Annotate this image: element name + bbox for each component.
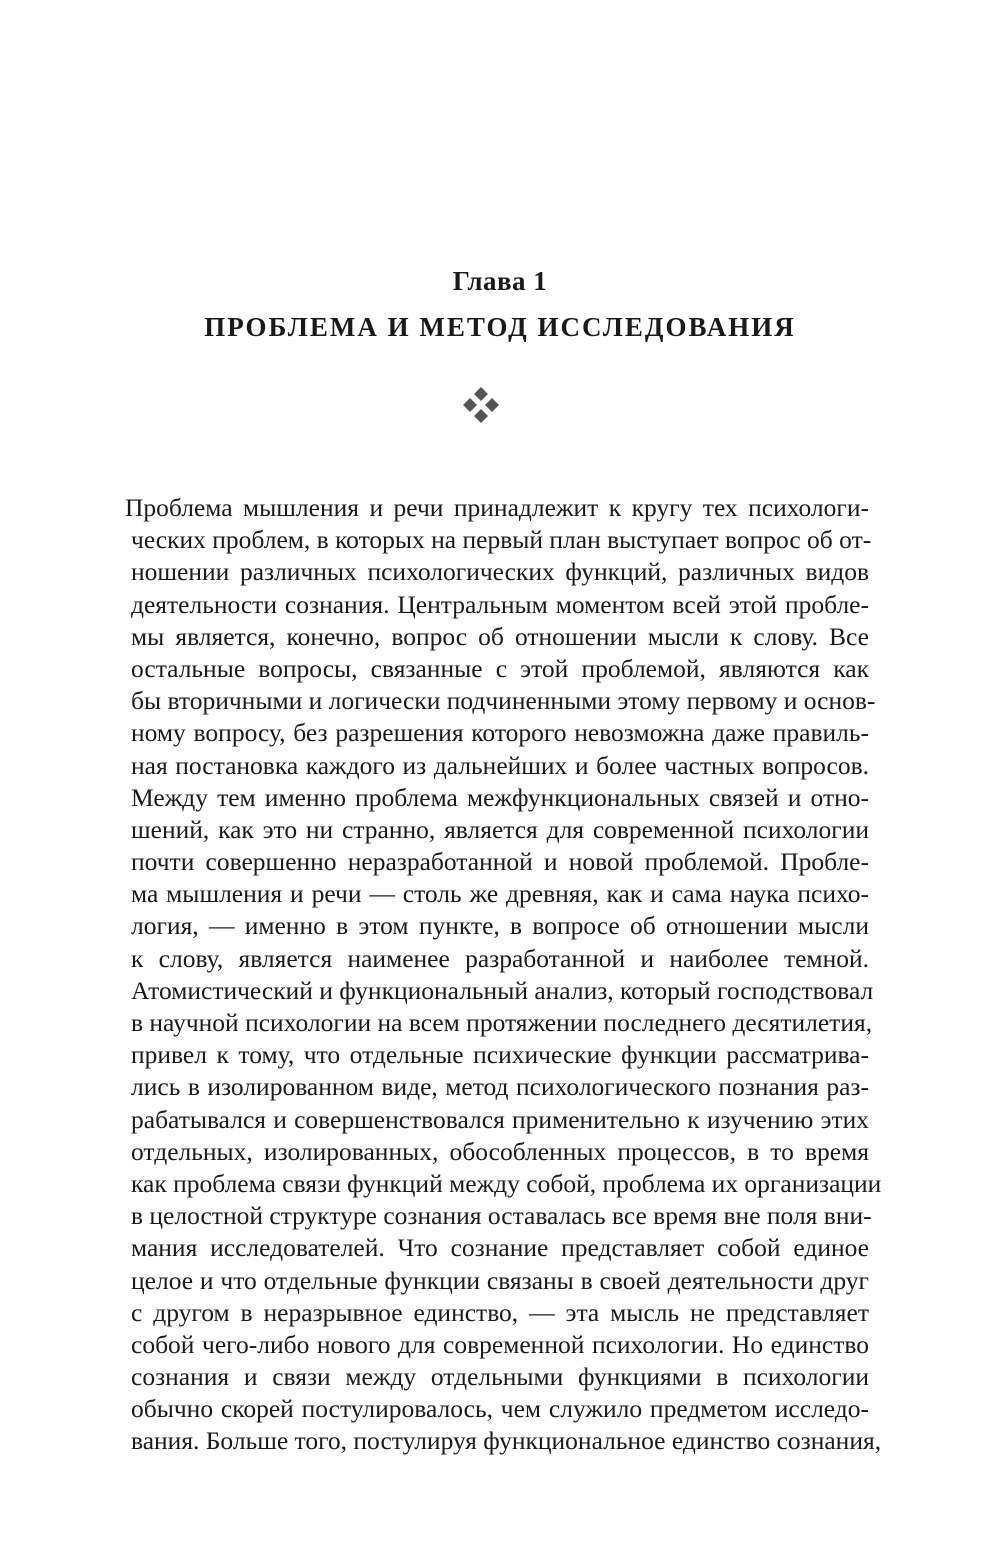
body-paragraph (125, 492, 882, 1458)
text-line: лись в изолированном виде, метод психологического познания раз- (131, 1072, 869, 1102)
text-line: остальные вопросы, связанные с этой проблемой, являются как (131, 653, 869, 683)
text-line: с другом в неразрывное единство, — эта мысль не представляет (131, 1297, 869, 1327)
text-line: привел к тому, что отдельные психические функции рассматрива- (131, 1040, 869, 1070)
text-line: ма мышления и речи — столь же древняя, как и сама наука психо- (131, 879, 869, 909)
chapter-label: Глава 1 (452, 266, 548, 296)
text-line: ному вопросу, без разрешения которого невозможна даже правиль- (131, 718, 869, 748)
text-line: деятельности сознания. Центральным моментом всей этой пробле- (131, 589, 869, 619)
text-line: мания исследователей. Что сознание представляет собой единое (131, 1233, 869, 1263)
text-line: мы является, конечно, вопрос об отношении мысли к слову. Все (131, 621, 869, 651)
text-line: Между тем именно проблема межфункциональных связей и отно- (131, 782, 869, 812)
text-line: логия, — именно в этом пункте, в вопросе об отношении мысли (131, 911, 869, 941)
text-line: целое и что отдельные функции связаны в своей деятельности друг (131, 1265, 869, 1295)
four-diamond-ornament-icon (461, 386, 501, 426)
text-line: Атомистический и функциональный анализ, который господствовал (131, 975, 874, 1005)
text-line: в целостной структуре сознания оставалась все время вне поля вни- (131, 1201, 872, 1231)
text-line: Проблема мышления и речи принадлежит к кругу тех психологи- (125, 493, 869, 522)
text-line: в научной психологии на всем протяжении последнего десятилетия, (131, 1008, 873, 1037)
text-line: шений, как это ни странно, является для современной психологии (131, 814, 869, 844)
text-line: сознания и связи между отдельными функциями в психологии (131, 1362, 869, 1392)
text-line: ческих проблем, в которых на первый план выступает вопрос об от- (131, 525, 872, 555)
text-line: почти совершенно неразработанной и новой проблемой. Пробле- (131, 847, 869, 877)
text-line: отдельных, изолированных, обособленных процессов, в то время (131, 1136, 869, 1166)
text-line: бы вторичными и логически подчиненными этому первому и основ- (131, 686, 876, 716)
chapter-title: ПРОБЛЕМА И МЕТОД ИССЛЕДОВАНИЯ (204, 312, 796, 342)
text-line: ная постановка каждого из дальнейших и более частных вопросов. (131, 750, 869, 780)
text-line: к слову, является наименее разработанной и наиболее темной. (131, 943, 869, 973)
text-line: вания. Больше того, постулируя функциональное единство сознания, (131, 1426, 882, 1456)
text-line: ношении различных психологических функций, различных видов (131, 557, 869, 587)
text-line: как проблема связи функций между собой, проблема их организации (131, 1168, 882, 1198)
text-line: обычно скорей постулировалось, чем служило предметом исследо- (131, 1394, 869, 1424)
text-line: собой чего-либо нового для современной психологии. Но единство (131, 1329, 869, 1359)
text-line: рабатывался и совершенствовался применительно к изучению этих (131, 1104, 869, 1134)
